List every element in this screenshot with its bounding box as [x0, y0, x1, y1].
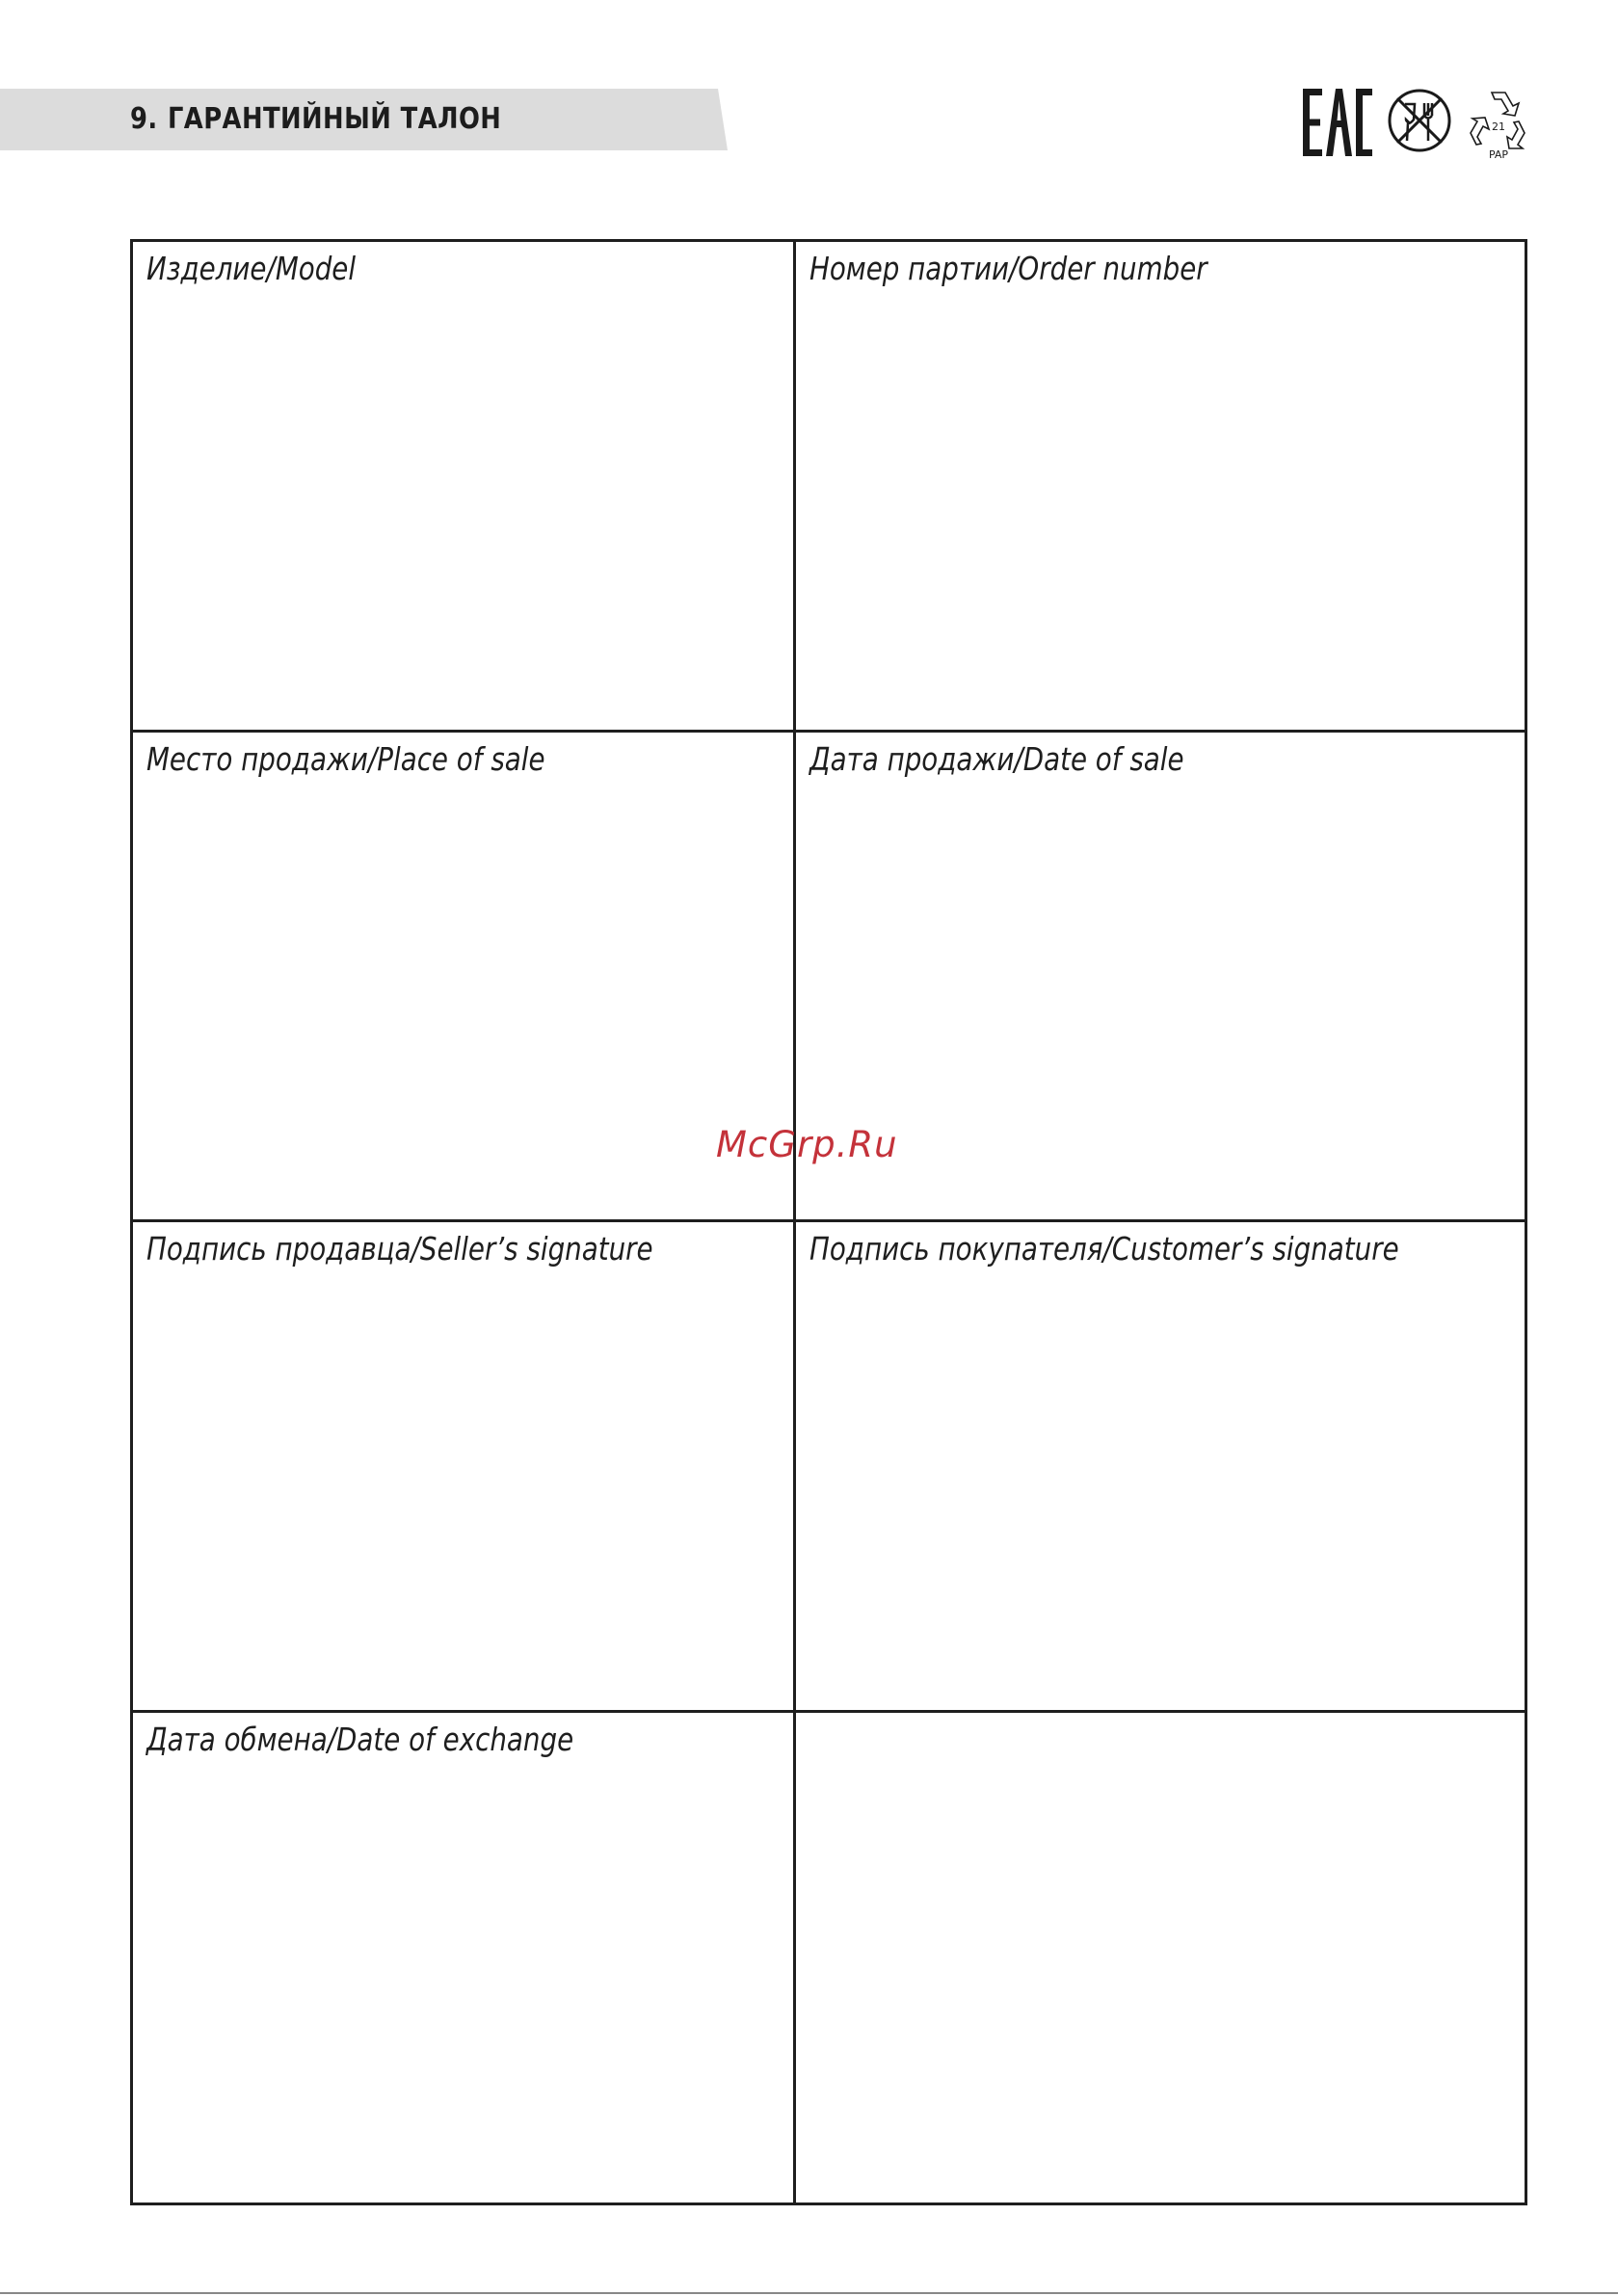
page-bottom-divider: [0, 2292, 1618, 2294]
certification-marks: [1303, 85, 1534, 162]
model-field-label: Изделие/Model: [146, 250, 357, 287]
watermark-text: McGrp.Ru: [716, 1124, 898, 1165]
date-of-exchange-field-label: Дата обмена/Date of exchange: [146, 1720, 574, 1758]
blank-field[interactable]: [796, 1713, 1525, 2203]
place-of-sale-field-label: Место продажи/Place of sale: [146, 739, 545, 778]
date-of-exchange-field[interactable]: [133, 1713, 796, 2203]
section-title: [130, 94, 501, 145]
recycle-code: 21: [1492, 120, 1505, 133]
place-of-sale-field[interactable]: [133, 733, 796, 1223]
eac-conformity-icon: [1303, 89, 1372, 156]
recycle-label: PAP: [1488, 148, 1509, 160]
warranty-card-table: [130, 239, 1527, 2205]
date-of-sale-field[interactable]: [796, 733, 1525, 1223]
section-title-text: ГАРАНТИЙНЫЙ ТАЛОН: [167, 102, 502, 136]
model-field[interactable]: [133, 242, 796, 733]
customer-signature-field-label: Подпись покупателя/Customer’s signature: [809, 1230, 1399, 1268]
order-number-field[interactable]: [796, 242, 1525, 733]
order-number-field-label: Номер партии/Order number: [809, 250, 1207, 287]
not-food-contact-icon: [1386, 87, 1453, 154]
seller-signature-field-label: Подпись продавца/Seller’s signature: [146, 1230, 653, 1268]
seller-signature-field[interactable]: [133, 1222, 796, 1713]
section-number: 9.: [130, 102, 158, 136]
date-of-sale-field-label: Дата продажи/Date of sale: [809, 739, 1184, 778]
customer-signature-field[interactable]: [796, 1222, 1525, 1713]
recycle-icon: [1463, 85, 1534, 160]
